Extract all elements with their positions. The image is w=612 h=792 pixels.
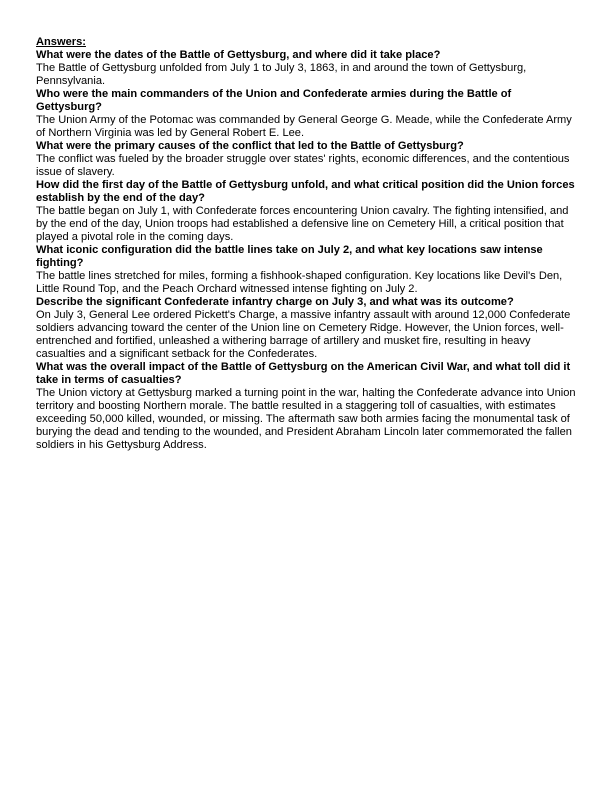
- qa-item-4: [36, 179, 580, 244]
- document-page: [36, 36, 580, 452]
- answer-1: The Battle of Gettysburg unfolded from July 1 to July 3, 1863, in and around the town of Gettysburg, Pennsylvania.: [36, 62, 527, 87]
- answer-4: The battle began on July 1, with Confederate forces encountering Union cavalry. The fighting intensified, and by the end of the day, Union troops had established a defensive line on Cemetery Hill, a critical position that played a pivotal role in the coming days.: [36, 205, 569, 243]
- answer-6: On July 3, General Lee ordered Pickett's Charge, a massive infantry assault with around 12,000 Confederate soldiers advancing toward the center of the Union line on Cemetery Ridge. However, the Union forces, well-entrenched and fortified, unleashed a withering barrage of artillery and musket fire, resulting in heavy casualties and a significant setback for the Confederates.: [36, 309, 571, 360]
- answer-2: The Union Army of the Potomac was commanded by General George G. Meade, while the Confederate Army of Northern Virginia was led by General Robert E. Lee.: [36, 114, 572, 139]
- answer-7: The Union victory at Gettysburg marked a turning point in the war, halting the Confederate advance into Union territory and boosting Northern morale. The battle resulted in a staggering toll of casualties, with estimates exceeding 50,000 killed, wounded, or missing. The aftermath saw both armies facing the monumental task of burying the dead and tending to the wounded, and President Abraham Lincoln later commemorated the fallen soldiers in his Gettysburg Address.: [36, 387, 576, 451]
- question-1: What were the dates of the Battle of Gettysburg, and where did it take place?: [36, 49, 441, 61]
- question-4: How did the first day of the Battle of Gettysburg unfold, and what critical position did the Union forces establish by the end of the day?: [36, 179, 575, 204]
- question-3: What were the primary causes of the conflict that led to the Battle of Gettysburg?: [36, 140, 464, 152]
- answer-3: The conflict was fueled by the broader struggle over states' rights, economic differences, and the contentious issue of slavery.: [36, 153, 570, 178]
- question-6: Describe the significant Confederate infantry charge on July 3, and what was its outcome?: [36, 296, 514, 308]
- qa-item-2: [36, 88, 580, 140]
- qa-item-5: [36, 244, 580, 296]
- qa-item-7: [36, 361, 580, 452]
- question-2: Who were the main commanders of the Union and Confederate armies during the Battle of Gettysburg?: [36, 88, 512, 113]
- question-7: What was the overall impact of the Battle of Gettysburg on the American Civil War, and what toll did it take in terms of casualties?: [36, 361, 571, 386]
- qa-item-6: [36, 296, 580, 361]
- qa-item-1: [36, 49, 580, 88]
- answers-heading: Answers:: [36, 36, 86, 48]
- answer-5: The battle lines stretched for miles, forming a fishhook-shaped configuration. Key locations like Devil's Den, Little Round Top, and the Peach Orchard witnessed intense fighting on July 2.: [36, 270, 563, 295]
- question-5: What iconic configuration did the battle lines take on July 2, and what key locations saw intense fighting?: [36, 244, 543, 269]
- qa-item-3: [36, 140, 580, 179]
